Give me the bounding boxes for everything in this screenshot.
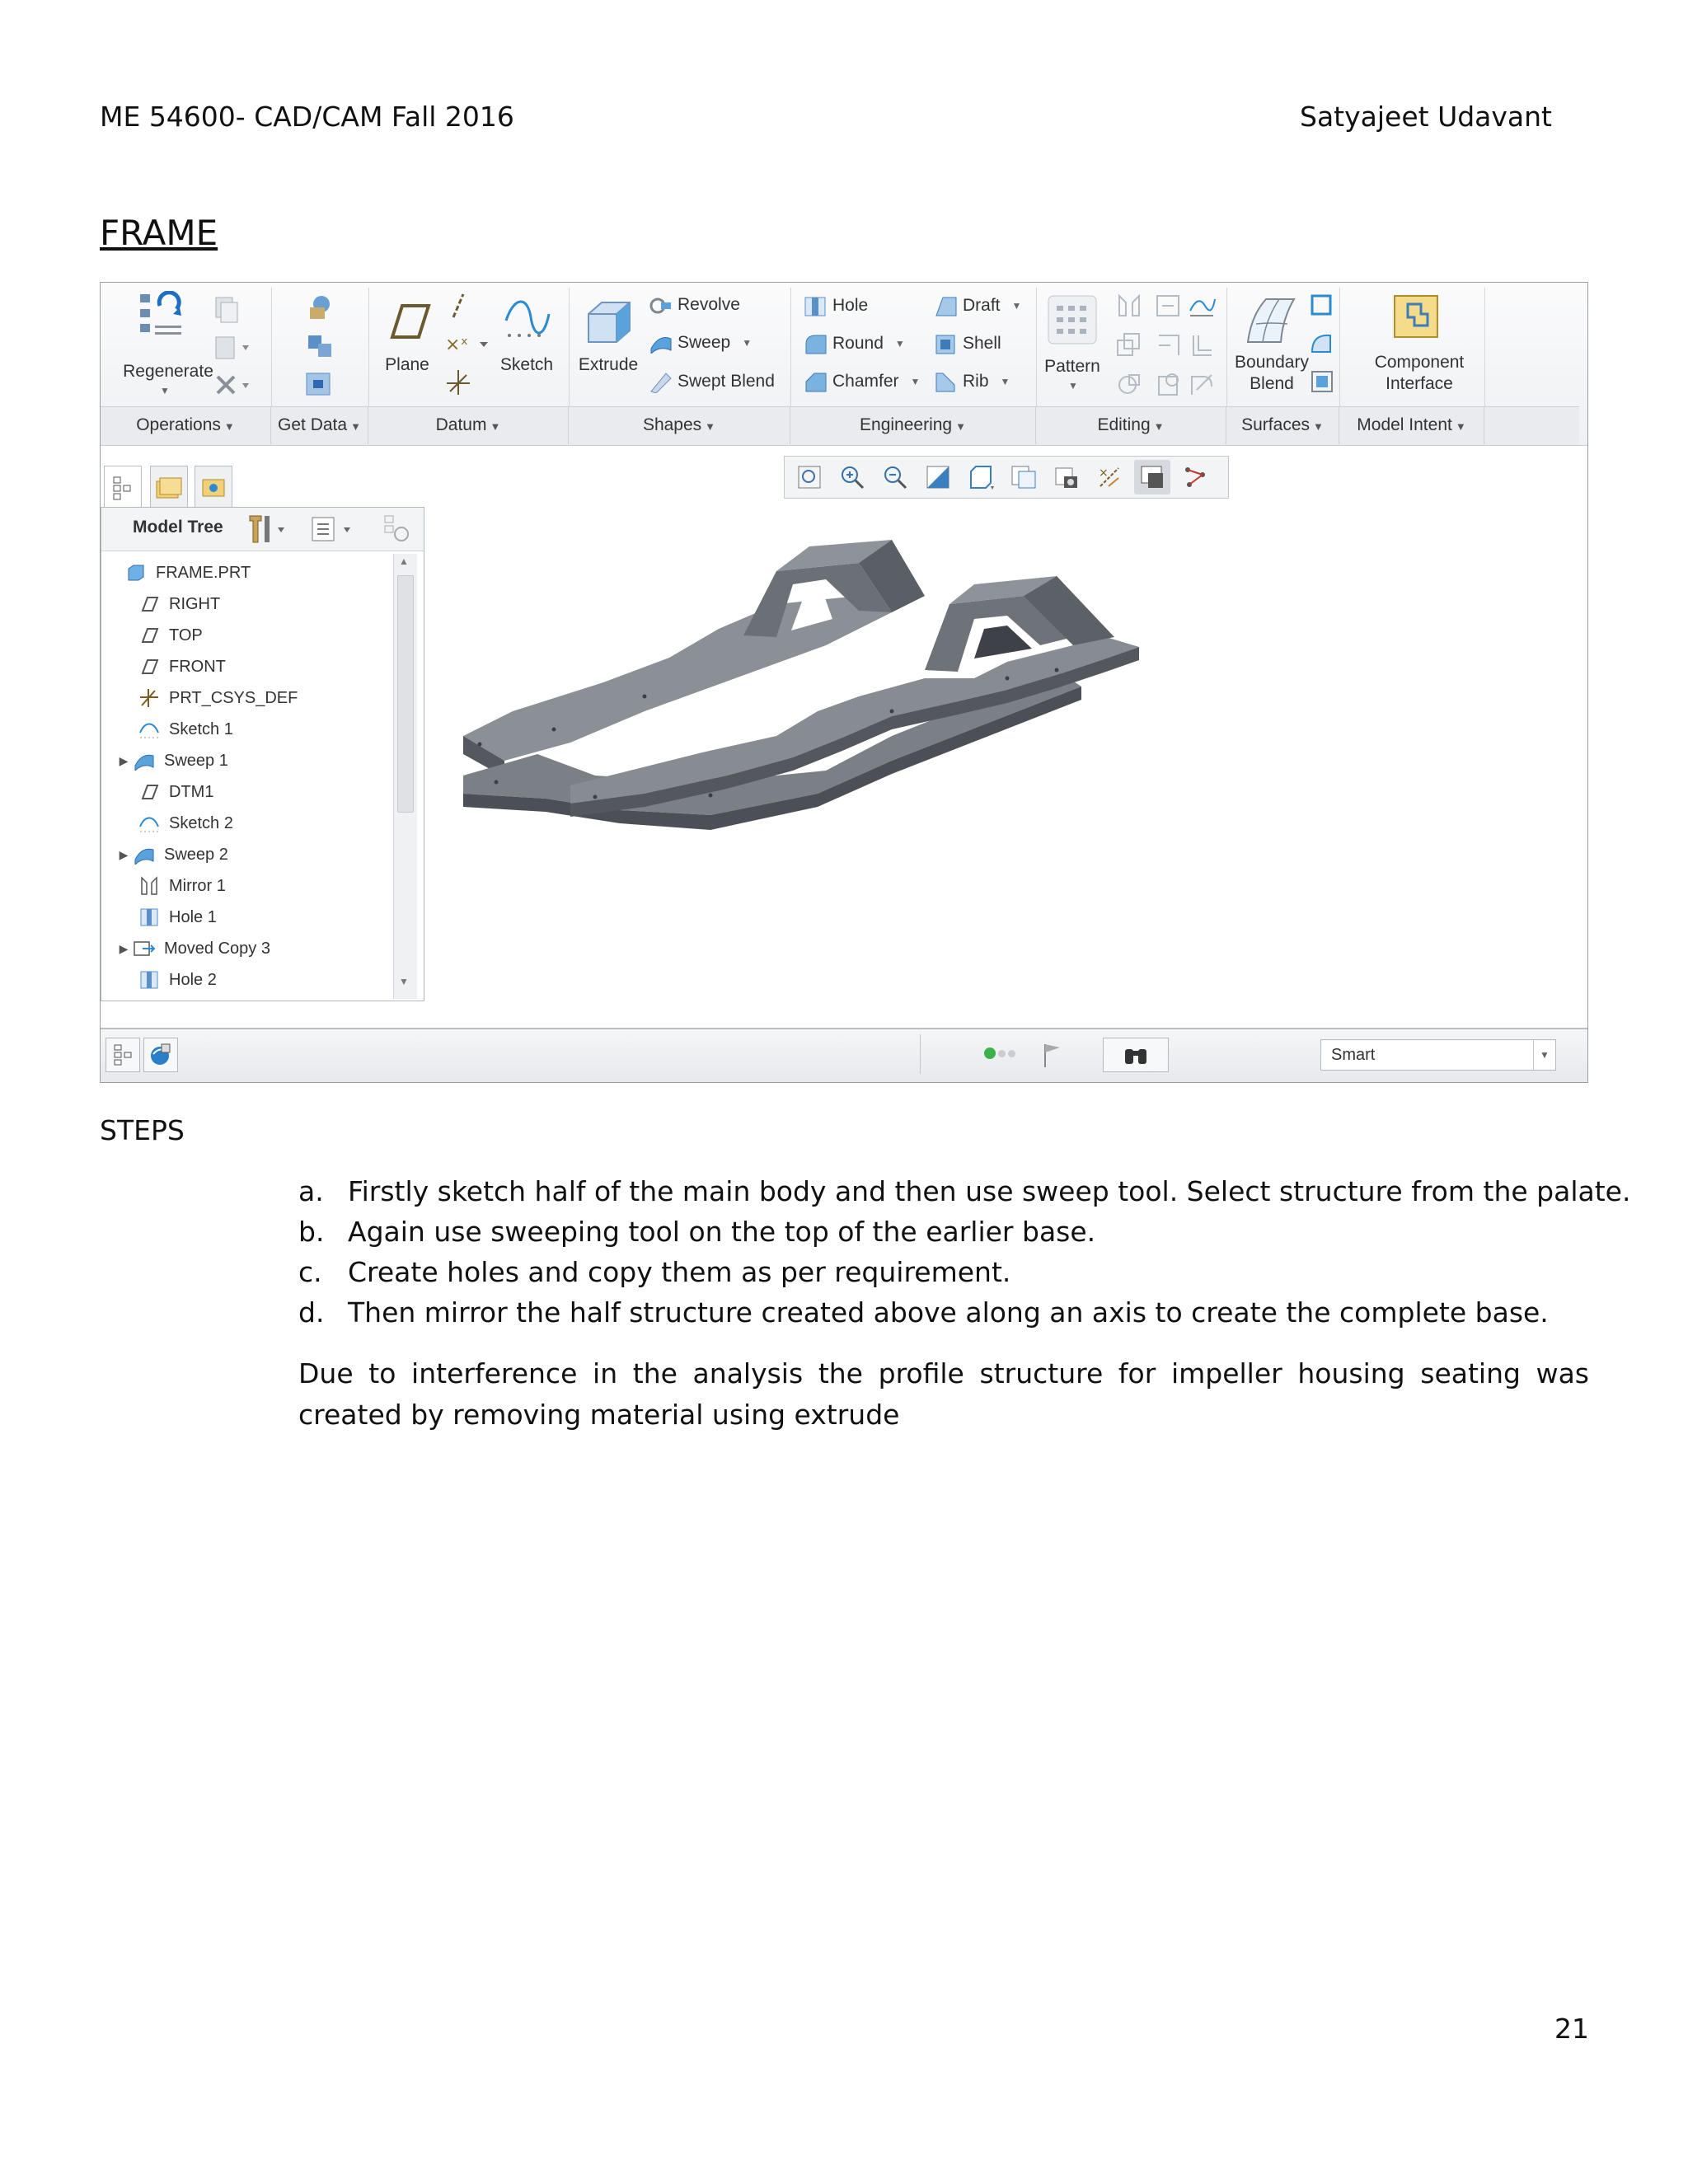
steps-note: Due to interference in the analysis the profile structure for impeller housing seating was created by removing material using extrude — [298, 1357, 1589, 1431]
datum-plane-icon — [138, 656, 161, 677]
zoom-in-icon — [838, 463, 866, 491]
swept-blend-label: Swept Blend — [678, 372, 775, 391]
show-browser-button[interactable] — [143, 1038, 178, 1072]
sweep-icon — [648, 332, 673, 354]
shell-button[interactable] — [933, 332, 1001, 355]
annotation-display-icon — [1138, 463, 1166, 491]
tree-item-front[interactable] — [106, 651, 387, 682]
group-get-data[interactable] — [271, 406, 368, 444]
tree-item-label: TOP — [169, 626, 203, 644]
boundary-blend-label — [1235, 352, 1309, 395]
chevron-down-icon: ▼ — [223, 420, 235, 433]
graphics-toolbar — [784, 456, 1229, 499]
model-tree-panel — [101, 507, 424, 1001]
copy-geometry-icon[interactable] — [303, 330, 336, 362]
tree-item-label: Sweep 2 — [164, 846, 228, 864]
tree-scrollbar[interactable] — [393, 554, 417, 999]
trim-icon[interactable] — [1154, 330, 1184, 360]
group-engineering-label: Engineering — [860, 415, 953, 434]
tree-item-label: RIGHT — [169, 595, 221, 613]
sketch-icon — [138, 813, 161, 834]
pattern-label: Pattern — [1044, 357, 1100, 376]
chevron-down-icon: ▼ — [1068, 380, 1078, 391]
sweep-icon — [133, 750, 156, 771]
shell-icon — [933, 332, 958, 355]
group-surfaces-label: Surfaces — [1241, 415, 1310, 434]
navigator-tabs — [101, 466, 241, 509]
browser-icon — [148, 1043, 173, 1067]
solidify-icon[interactable] — [1154, 370, 1184, 400]
tree-item-label: Hole 1 — [169, 908, 217, 926]
plane-icon[interactable] — [381, 301, 434, 344]
scroll-thumb[interactable] — [397, 575, 414, 813]
swept-blend-button[interactable] — [648, 370, 775, 393]
paste-icon[interactable] — [209, 332, 256, 362]
show-icon[interactable] — [309, 514, 362, 544]
navigator-icon — [113, 1043, 133, 1066]
tree-item-label: Hole 2 — [169, 971, 217, 989]
chevron-down-icon: ▼ — [1455, 420, 1466, 433]
expand-icon[interactable]: ▶ — [119, 848, 129, 861]
sketch-icon[interactable] — [503, 296, 552, 342]
step-marker: d. — [298, 1296, 325, 1329]
group-get-data-label: Get Data — [278, 415, 348, 434]
tree-item-sweep-2[interactable] — [106, 839, 387, 870]
tree-item-label: Mirror 1 — [169, 877, 226, 895]
revolve-icon — [648, 294, 673, 316]
group-editing[interactable] — [1036, 406, 1226, 444]
spin-center-icon — [1181, 463, 1209, 491]
annotation-display-button[interactable] — [1134, 460, 1170, 494]
refit-button[interactable] — [791, 460, 828, 494]
plane-label: Plane — [385, 355, 429, 374]
tree-item-label: PRT_CSYS_DEF — [169, 689, 298, 707]
group-surfaces[interactable] — [1226, 406, 1339, 444]
regenerate-icon — [137, 291, 186, 344]
author-header: Satyajeet Udavant — [1300, 101, 1552, 133]
tree-item-dtm1[interactable] — [106, 776, 387, 808]
datum-plane-icon — [138, 625, 161, 646]
tree-item-label: Sketch 1 — [169, 720, 233, 738]
datum-plane-icon — [138, 781, 161, 803]
component-label-line1: Component — [1374, 353, 1465, 372]
tree-item-label: Sweep 1 — [164, 752, 228, 770]
tree-settings-icon[interactable] — [243, 513, 289, 546]
chevron-down-icon: ▼ — [1153, 420, 1165, 433]
group-model-intent-label: Model Intent — [1357, 415, 1452, 434]
hole-icon — [803, 294, 828, 317]
view-manager-button[interactable] — [1048, 460, 1085, 494]
tree-item-mirror-1[interactable] — [106, 870, 387, 902]
draft-button[interactable] — [933, 294, 1021, 317]
chevron-down-icon: ▼ — [490, 420, 501, 433]
model-tree-icon — [112, 476, 134, 500]
round-button[interactable] — [803, 332, 905, 355]
step-text: Create holes and copy them as per requirement. — [348, 1256, 1011, 1288]
project-icon[interactable] — [1187, 370, 1217, 400]
model-tree-list — [106, 557, 387, 996]
zoom-in-button[interactable] — [834, 460, 870, 494]
step-text: Again use sweeping tool on the top of the earlier base. — [348, 1216, 1096, 1248]
rib-icon — [933, 370, 958, 393]
regenerate-label: Regenerate — [123, 362, 213, 381]
expand-icon[interactable]: ▶ — [119, 754, 129, 767]
boundary-blend-icon[interactable] — [1241, 291, 1299, 349]
moved-copy-icon — [133, 938, 156, 959]
show-navigator-button[interactable] — [106, 1038, 140, 1072]
steps-list — [298, 1175, 1631, 1337]
step-item — [298, 1216, 1592, 1256]
chevron-down-icon: ▼ — [742, 337, 753, 349]
tab-model-tree[interactable] — [104, 466, 142, 509]
repaint-button[interactable] — [920, 460, 956, 494]
mirror-icon[interactable] — [1114, 291, 1144, 321]
tree-item-label: DTM1 — [169, 783, 214, 801]
sweep-icon — [133, 844, 156, 865]
shrinkwrap-icon[interactable] — [303, 368, 336, 400]
cad-screenshot — [100, 282, 1588, 1083]
chevron-down-icon: ▼ — [705, 420, 716, 433]
regenerate-button[interactable] — [110, 291, 213, 398]
tree-item-frame[interactable] — [106, 557, 387, 588]
chevron-down-icon: ▼ — [894, 338, 905, 349]
view-manager-icon — [1053, 463, 1081, 491]
flag-icon[interactable] — [1040, 1041, 1065, 1069]
pattern-icon[interactable] — [1047, 294, 1098, 345]
extrude-label: Extrude — [578, 355, 639, 374]
hole-label: Hole — [832, 296, 869, 315]
tab-favorites[interactable] — [195, 466, 232, 509]
tree-item-top[interactable] — [106, 620, 387, 651]
step-marker: a. — [298, 1175, 324, 1207]
group-operations-label: Operations — [136, 415, 221, 434]
tree-item-hole-1[interactable] — [106, 902, 387, 933]
chevron-down-icon: ▼ — [1313, 420, 1324, 433]
intersect-icon[interactable] — [1187, 291, 1217, 321]
tree-item-csys[interactable] — [106, 682, 387, 714]
chamfer-icon — [803, 370, 828, 393]
user-defined-feature-icon[interactable] — [303, 293, 336, 324]
style-icon[interactable] — [1309, 368, 1335, 395]
svg-text:×ˣ: ×ˣ — [445, 335, 469, 355]
regen-status-indicator — [984, 1047, 1015, 1059]
rib-button[interactable] — [933, 370, 1010, 393]
step-item — [298, 1175, 1631, 1216]
tree-item-label: FRONT — [169, 658, 226, 676]
shell-label: Shell — [963, 334, 1001, 353]
right-tower-inner — [974, 626, 1032, 658]
tree-item-sweep-1[interactable] — [106, 745, 387, 776]
find-button[interactable] — [1103, 1038, 1169, 1072]
point-icon[interactable] — [443, 329, 493, 359]
round-icon — [803, 332, 828, 355]
binoculars-icon — [1122, 1043, 1150, 1067]
draft-icon — [933, 294, 958, 317]
model-tree-title: Model Tree — [133, 518, 223, 537]
component-interface-label — [1370, 352, 1469, 395]
swept-blend-icon — [648, 370, 673, 393]
group-datum-label: Datum — [435, 415, 487, 434]
expand-icon[interactable]: ▶ — [119, 942, 129, 955]
chevron-down-icon: ▼ — [1011, 300, 1022, 312]
revolve-button[interactable] — [648, 294, 740, 316]
svg-text:×: × — [1099, 466, 1109, 480]
draft-label: Draft — [963, 296, 1001, 315]
saved-orientations-icon — [1009, 463, 1039, 491]
page-number: 21 — [1554, 2013, 1589, 2045]
round-label: Round — [832, 334, 884, 353]
offset-icon[interactable] — [1187, 330, 1217, 360]
part-icon — [124, 562, 148, 583]
section-title: FRAME — [100, 213, 218, 253]
chamfer-button[interactable] — [803, 370, 920, 393]
step-text: Firstly sketch half of the main body and then use sweep tool. Select structure from the palate. — [348, 1175, 1631, 1207]
sweep-label: Sweep — [678, 333, 731, 352]
axis-icon[interactable] — [445, 291, 470, 321]
boundary-label-line2: Blend — [1250, 374, 1294, 393]
course-header: ME 54600- CAD/CAM Fall 2016 — [100, 101, 514, 133]
hole-icon — [138, 907, 161, 928]
spin-center-button[interactable] — [1177, 460, 1213, 494]
group-operations[interactable] — [101, 406, 271, 444]
sketch-icon — [138, 719, 161, 740]
thicken-icon[interactable] — [1114, 370, 1144, 400]
tree-item-hole-2[interactable] — [106, 964, 387, 996]
copy-icon[interactable] — [209, 294, 242, 324]
step-item — [298, 1256, 1592, 1296]
selection-filter-select[interactable] — [1320, 1039, 1556, 1071]
component-label-line2: Interface — [1386, 374, 1453, 393]
tree-item-label: Moved Copy 3 — [164, 940, 270, 958]
model-tree-header — [101, 508, 424, 551]
group-shapes[interactable] — [569, 406, 790, 444]
component-interface-icon[interactable] — [1391, 293, 1441, 340]
hole-icon — [138, 969, 161, 991]
step-text: Then mirror the half structure created above along an axis to create the complete base. — [348, 1296, 1549, 1329]
refit-icon — [795, 463, 823, 491]
favorites-icon — [201, 476, 226, 499]
csys-icon[interactable] — [443, 367, 476, 398]
fill-icon[interactable] — [1309, 293, 1334, 317]
boundary-label-line1: Boundary — [1235, 353, 1309, 372]
display-style-icon — [966, 463, 996, 491]
merge-icon[interactable] — [1114, 330, 1144, 360]
chevron-down-icon: ▼ — [1000, 376, 1010, 387]
tab-folder-browser[interactable] — [150, 466, 188, 509]
revolve-label: Revolve — [678, 295, 740, 314]
chevron-down-icon: ▼ — [910, 376, 921, 387]
status-bar — [101, 1028, 1587, 1083]
saved-orientations-button[interactable] — [1006, 460, 1042, 494]
chevron-down-icon: ▼ — [350, 420, 361, 433]
step-marker: c. — [298, 1256, 322, 1288]
freestyle-icon[interactable] — [1309, 330, 1334, 355]
tree-item-right[interactable] — [106, 588, 387, 620]
delete-icon[interactable] — [209, 370, 256, 400]
tree-item-label: Sketch 2 — [169, 814, 233, 832]
hole-button[interactable] — [803, 294, 868, 317]
frame-3d-model[interactable] — [430, 513, 1452, 1024]
extrude-icon[interactable] — [582, 294, 635, 347]
sweep-button[interactable] — [648, 332, 752, 354]
sketch-label: Sketch — [499, 355, 554, 374]
steps-heading: STEPS — [100, 1114, 185, 1146]
tree-item-sketch-1[interactable] — [106, 714, 387, 745]
group-datum[interactable] — [368, 406, 569, 444]
filter-icon[interactable] — [380, 513, 415, 546]
tree-item-sketch-2[interactable] — [106, 808, 387, 839]
scroll-down-icon[interactable]: ▼ — [399, 976, 409, 987]
repaint-icon — [924, 463, 952, 491]
group-shapes-label: Shapes — [642, 415, 702, 434]
group-model-intent[interactable] — [1339, 406, 1484, 444]
datum-display-button[interactable] — [1091, 460, 1128, 494]
datum-plane-icon — [138, 593, 161, 615]
group-editing-label: Editing — [1097, 415, 1151, 434]
rib-label: Rib — [963, 372, 989, 391]
chevron-down-icon[interactable]: ▼ — [1533, 1040, 1555, 1070]
zoom-out-icon — [881, 463, 909, 491]
selection-filter-value: Smart — [1331, 1046, 1376, 1064]
chevron-down-icon: ▼ — [160, 385, 170, 396]
extend-icon[interactable] — [1154, 291, 1184, 321]
csys-icon — [138, 687, 161, 709]
status-separator — [920, 1034, 921, 1074]
datum-display-icon — [1095, 463, 1123, 491]
group-engineering[interactable] — [790, 406, 1036, 444]
tree-item-moved-copy-3[interactable] — [106, 933, 387, 964]
mirror-icon — [138, 875, 161, 897]
scroll-up-icon[interactable]: ▲ — [399, 555, 409, 567]
display-style-button[interactable] — [963, 460, 999, 494]
chevron-down-icon: ▼ — [955, 420, 966, 433]
chamfer-label: Chamfer — [832, 372, 899, 391]
step-item — [298, 1296, 1592, 1337]
tree-item-label: FRAME.PRT — [156, 564, 251, 582]
zoom-out-button[interactable] — [877, 460, 913, 494]
step-marker: b. — [298, 1216, 325, 1248]
folder-icon — [155, 476, 183, 499]
